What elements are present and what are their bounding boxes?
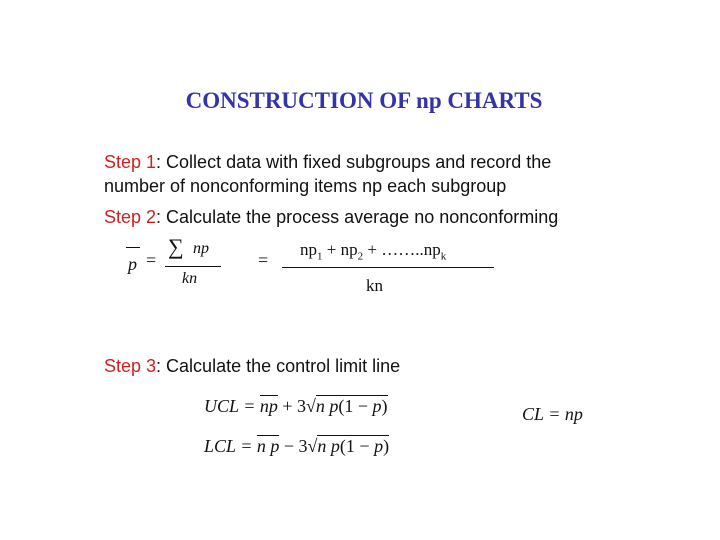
ucl-tail-close: ) bbox=[381, 396, 388, 416]
fraction-bar-2 bbox=[282, 267, 494, 268]
sum-symbol: ∑ bbox=[168, 234, 184, 259]
lcl-radicand-n: n bbox=[317, 436, 331, 456]
ucl-tail-open: (1 − bbox=[338, 396, 373, 416]
sqrt-icon: √ bbox=[307, 436, 318, 456]
lcl-radicand-p: p bbox=[330, 436, 340, 456]
step1-text-line1: : Collect data with fixed subgroups and record the bbox=[156, 152, 552, 172]
step1-paragraph bbox=[104, 150, 551, 198]
ucl-radicand-n: n bbox=[315, 396, 330, 416]
ucl-radicand-p: p bbox=[329, 396, 339, 416]
ucl-formula bbox=[204, 396, 388, 417]
np1-subscript: 1 bbox=[317, 250, 323, 263]
lcl-tail-close: ) bbox=[383, 436, 390, 456]
step1-label: Step 1 bbox=[104, 152, 157, 172]
expanded-numerator bbox=[300, 240, 446, 262]
sum-numerator: np bbox=[193, 240, 209, 257]
expanded-denominator: kn bbox=[366, 276, 383, 295]
np2-subscript: 2 bbox=[357, 250, 364, 263]
step3-label: Step 3 bbox=[104, 356, 157, 376]
npk-subscript: k bbox=[440, 250, 447, 263]
step2-label: Step 2 bbox=[104, 207, 157, 227]
pbar-overline bbox=[126, 247, 140, 248]
step2-paragraph bbox=[104, 205, 558, 229]
lcl-tail-p: p bbox=[374, 436, 384, 456]
sqrt-icon: √ bbox=[306, 396, 316, 416]
lcl-label: LCL = bbox=[204, 436, 257, 456]
step3-paragraph bbox=[104, 354, 400, 378]
lcl-np: n p bbox=[256, 436, 280, 456]
lcl-formula bbox=[204, 436, 389, 457]
page-title: CONSTRUCTION OF np CHARTS bbox=[185, 88, 543, 113]
equals-sign: = bbox=[146, 250, 157, 270]
plus-sign-2: + bbox=[367, 240, 377, 259]
fraction-bar-1 bbox=[165, 266, 221, 267]
np1-term: np bbox=[300, 240, 317, 259]
step2-text: : Calculate the process average no nonconforming bbox=[156, 207, 559, 227]
equals-sign-2: = bbox=[258, 250, 269, 270]
cl-formula: CL = np bbox=[522, 404, 583, 424]
step1-text-line2: number of nonconforming items np each subgroup bbox=[104, 176, 507, 196]
plus-sign-1: + bbox=[326, 240, 337, 259]
ucl-op: + 3 bbox=[277, 396, 306, 416]
np2-term: np bbox=[340, 240, 358, 259]
ucl-label: UCL = bbox=[204, 396, 260, 416]
ucl-radicand bbox=[316, 395, 388, 416]
lcl-radicand bbox=[317, 435, 389, 456]
pbar-symbol: p bbox=[128, 254, 137, 274]
lcl-tail-open: (1 − bbox=[339, 436, 375, 456]
sum-denominator: kn bbox=[182, 270, 198, 287]
step3-text: : Calculate the control limit line bbox=[156, 356, 401, 376]
ucl-tail-p: p bbox=[372, 396, 382, 416]
ucl-np: np bbox=[259, 396, 278, 416]
npk-term: ……..np bbox=[381, 240, 441, 259]
lcl-op: − 3 bbox=[279, 436, 308, 456]
